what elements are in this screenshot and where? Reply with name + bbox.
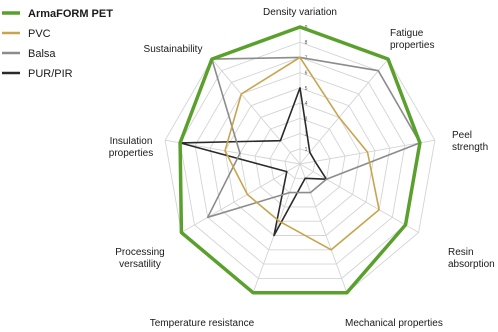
axis-label: Processing xyxy=(115,247,165,258)
tick-label: 9 xyxy=(304,25,308,31)
axis-label: Peel xyxy=(452,130,473,141)
axis-label: Insulation xyxy=(109,136,153,147)
axis-label: absorption xyxy=(448,259,495,270)
axis-label: Temperature resistance xyxy=(149,318,255,329)
axis-label: Resin xyxy=(448,247,474,258)
legend-label: PVC xyxy=(28,28,51,40)
tick-label: 1 xyxy=(304,146,308,153)
legend xyxy=(2,8,113,80)
axis-label: strength xyxy=(452,142,489,153)
tick-label: 6 xyxy=(304,70,308,77)
legend-label: ArmaFORM PET xyxy=(28,8,113,20)
axis-label: Sustainability xyxy=(143,44,203,55)
legend-label: PUR/PIR xyxy=(28,68,73,80)
grid-spoke xyxy=(300,59,388,164)
axis-label: properties xyxy=(108,148,154,159)
series-pur-pir xyxy=(180,85,326,236)
tick-label: 7 xyxy=(304,55,308,62)
tick-label: 5 xyxy=(304,85,308,92)
axis-label: Fatigue xyxy=(390,28,424,39)
axis-label: Mechanical properties xyxy=(345,318,443,329)
axis-label: Density variation xyxy=(263,7,337,18)
series-balsa xyxy=(208,57,420,217)
axis-label: versatility xyxy=(119,259,161,270)
tick-label: 3 xyxy=(304,116,308,123)
tick-label: 2 xyxy=(304,131,308,138)
legend-label: Balsa xyxy=(28,48,56,60)
tick-label: 8 xyxy=(304,40,308,47)
axis-label: properties xyxy=(390,40,435,51)
tick-label: 4 xyxy=(304,101,308,108)
grid-spoke xyxy=(300,164,419,233)
